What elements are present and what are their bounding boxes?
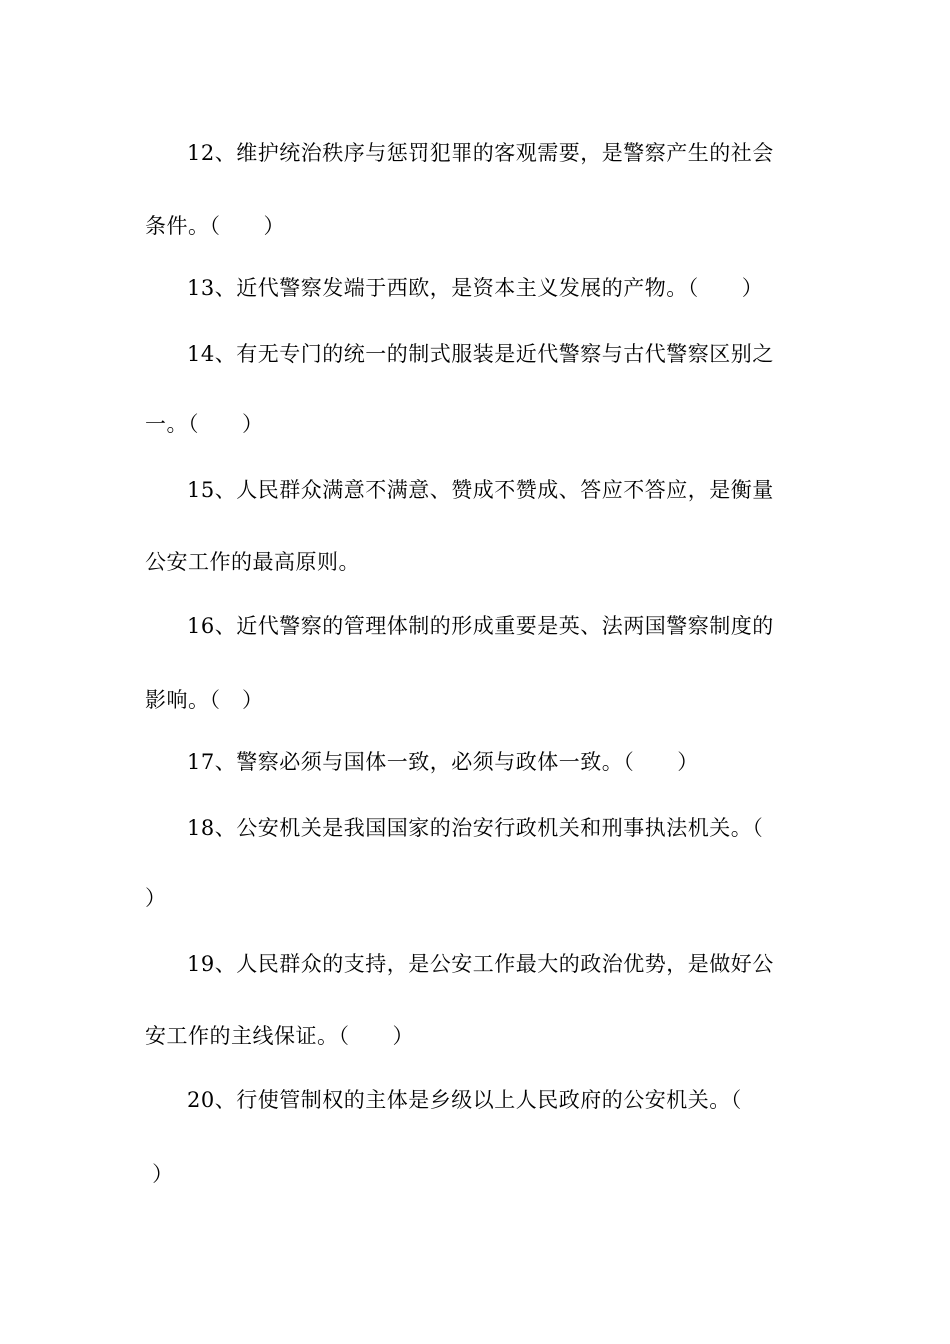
question-15-line-2: 公安工作的最高原则。 [145,550,360,574]
question-14-line-1: 14、有无专门的统一的制式服装是近代警察与古代警察区别之 [187,342,774,366]
question-16-line-1: 16、近代警察的管理体制的形成重要是英、法两国警察制度的 [187,614,774,638]
question-19-line-2: 安工作的主线保证。（ ） [145,1024,414,1048]
question-14-line-2: 一。（ ） [145,412,264,436]
question-12-line-1: 12、维护统治秩序与惩罚犯罪的客观需要，是警察产生的社会 [187,141,774,165]
question-18-line-2: ） [145,886,167,910]
question-17-line-1: 17、警察必须与国体一致，必须与政体一致。（ ） [187,750,699,774]
question-20-line-2: ） [145,1162,174,1186]
question-19-line-1: 19、人民群众的支持，是公安工作最大的政治优势，是做好公 [187,952,774,976]
question-12-line-2: 条件。（ ） [145,214,285,238]
question-18-line-1: 18、公安机关是我国国家的治安行政机关和刑事执法机关。（ [187,816,764,840]
question-13-line-1: 13、近代警察发端于西欧，是资本主义发展的产物。（ ） [187,276,764,300]
question-20-line-1: 20、行使管制权的主体是乡级以上人民政府的公安机关。（ [187,1088,742,1112]
question-16-line-2: 影响。（ ） [145,688,264,712]
question-15-line-1: 15、人民群众满意不满意、赞成不赞成、答应不答应，是衡量 [187,478,774,502]
